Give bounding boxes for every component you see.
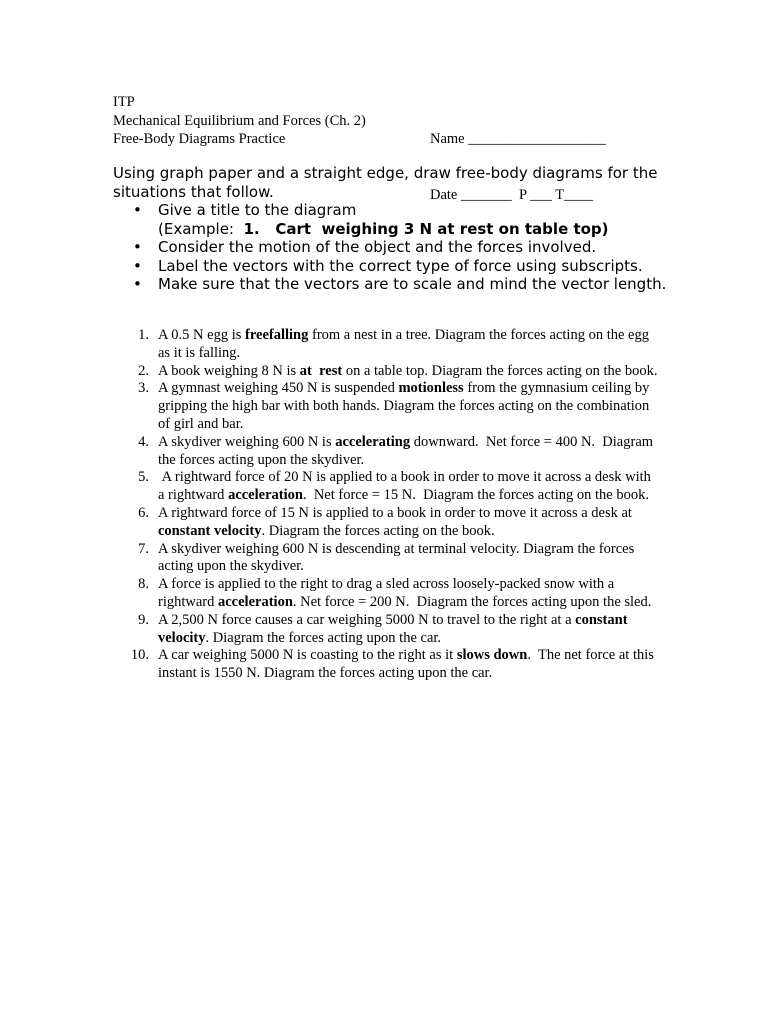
problem-keyword: slows down [456, 647, 528, 664]
problem-keyword: freefalling [245, 327, 309, 343]
problem-item [113, 541, 658, 577]
unit-title: Mechanical Equilibrium and Forces (Ch. 2) [113, 112, 366, 129]
date-period-field: Date _______ P ___ T____ [430, 186, 594, 203]
problem-keyword: motionless [398, 380, 464, 397]
problem-text: . Net force = 200 N. Diagram the forces acting upon the sled. [292, 593, 652, 610]
bullet-item [113, 238, 673, 257]
bullet-text: Consider the motion of the object and the forces involved. [158, 238, 597, 256]
problem-text: A gymnast weighing 450 N is suspended [158, 380, 399, 397]
bullet-item [113, 257, 673, 276]
problem-text: . Net force = 15 N. Diagram the forces acting on the book. [302, 487, 649, 504]
problem-item [113, 363, 658, 381]
problem-text: A car weighing 5000 N is coasting to the right as it [158, 647, 457, 664]
problem-text: A 2,500 N force causes a car weighing 5000 N to travel to the right at a [158, 611, 576, 628]
worksheet-title: Free-Body Diagrams Practice [113, 131, 286, 147]
problem-number: 5. [138, 469, 149, 486]
problem-text: . Diagram the forces acting upon the car. [205, 629, 442, 646]
header-left [113, 93, 366, 149]
bullet-text: Label the vectors with the correct type of force using subscripts. [158, 256, 643, 275]
problem-text: A 0.5 N egg is [158, 327, 245, 343]
problem-text: on a table top. Diagram the forces acting on the book. [342, 362, 658, 379]
problem-text: . The net force at this instant is 1550 N. Diagram the forces acting upon the car. [158, 647, 658, 682]
problem-item [113, 612, 658, 648]
name-field: Name ___________________ [430, 131, 606, 147]
problem-number: 9. [138, 611, 149, 628]
problem-text: A skydiver weighing 600 N is descending at terminal velocity. Diagram the forces acting upon the skydiver. [158, 540, 638, 575]
problem-item [113, 505, 658, 541]
bullet-dot-icon: • [133, 201, 142, 219]
example-title: 1. Cart weighing 3 N at rest on table top) [243, 219, 609, 238]
problem-number: 4. [138, 433, 149, 450]
problem-item [113, 380, 658, 433]
instruction-bullets [113, 201, 673, 294]
problem-number: 7. [138, 540, 149, 557]
problem-keyword: constant velocity [158, 611, 632, 646]
course-label: ITP [113, 94, 135, 110]
problem-item [113, 647, 658, 683]
problem-keyword: constant velocity [158, 522, 262, 539]
problem-number: 2. [138, 362, 149, 379]
problem-text: A book weighing 8 N is [158, 362, 300, 379]
problem-text: from a nest in a tree. Diagram the forces acting on the egg as it is falling. [158, 327, 653, 361]
problem-number: 6. [138, 504, 149, 521]
problem-text: from the gymnasium ceiling by gripping the high bar with both hands. Diagram the forces acting on the combination of girl and bar. [158, 380, 653, 432]
problem-item [113, 327, 658, 363]
bullet-dot-icon: • [133, 256, 142, 275]
problem-keyword: at rest [299, 362, 343, 379]
problem-number: 1. [138, 327, 149, 343]
bullet-item [113, 275, 673, 294]
problem-list [113, 327, 658, 683]
problem-text: . Diagram the forces acting on the book. [261, 522, 495, 539]
problem-keyword: acceleration [228, 487, 303, 504]
problem-text: A skydiver weighing 600 N is [158, 433, 336, 450]
bullet-dot-icon: • [133, 238, 142, 256]
bullet-item [113, 201, 673, 238]
problem-item [113, 469, 658, 505]
bullet-dot-icon: • [133, 275, 142, 293]
problem-text: A force is applied to the right to drag a sled across loosely-packed snow with a rightward [158, 576, 618, 610]
problem-number: 3. [138, 380, 149, 397]
problem-item [113, 576, 658, 612]
problem-text: downward. Net force = 400 N. Diagram the forces acting upon the skydiver. [158, 433, 657, 468]
problem-keyword: accelerating [335, 433, 411, 450]
bullet-text: Make sure that the vectors are to scale and mind the vector length. [158, 275, 667, 293]
instructions [113, 164, 673, 294]
instructions-text: Using graph paper and a straight edge, draw free-body diagrams for the situations that follow. [113, 164, 658, 201]
example-prefix: (Example: [158, 219, 244, 238]
bullet-text: Give a title to the diagram [158, 201, 357, 219]
problem-number: 8. [138, 576, 149, 593]
problem-item [113, 434, 658, 470]
problem-text: A rightward force of 20 N is applied to a book in order to move it across a desk with a rightward [158, 469, 655, 504]
problem-number: 10. [130, 647, 149, 664]
problem-text: A rightward force of 15 N is applied to a book in order to move it across a desk at [158, 504, 636, 521]
problem-keyword: acceleration [218, 593, 293, 610]
